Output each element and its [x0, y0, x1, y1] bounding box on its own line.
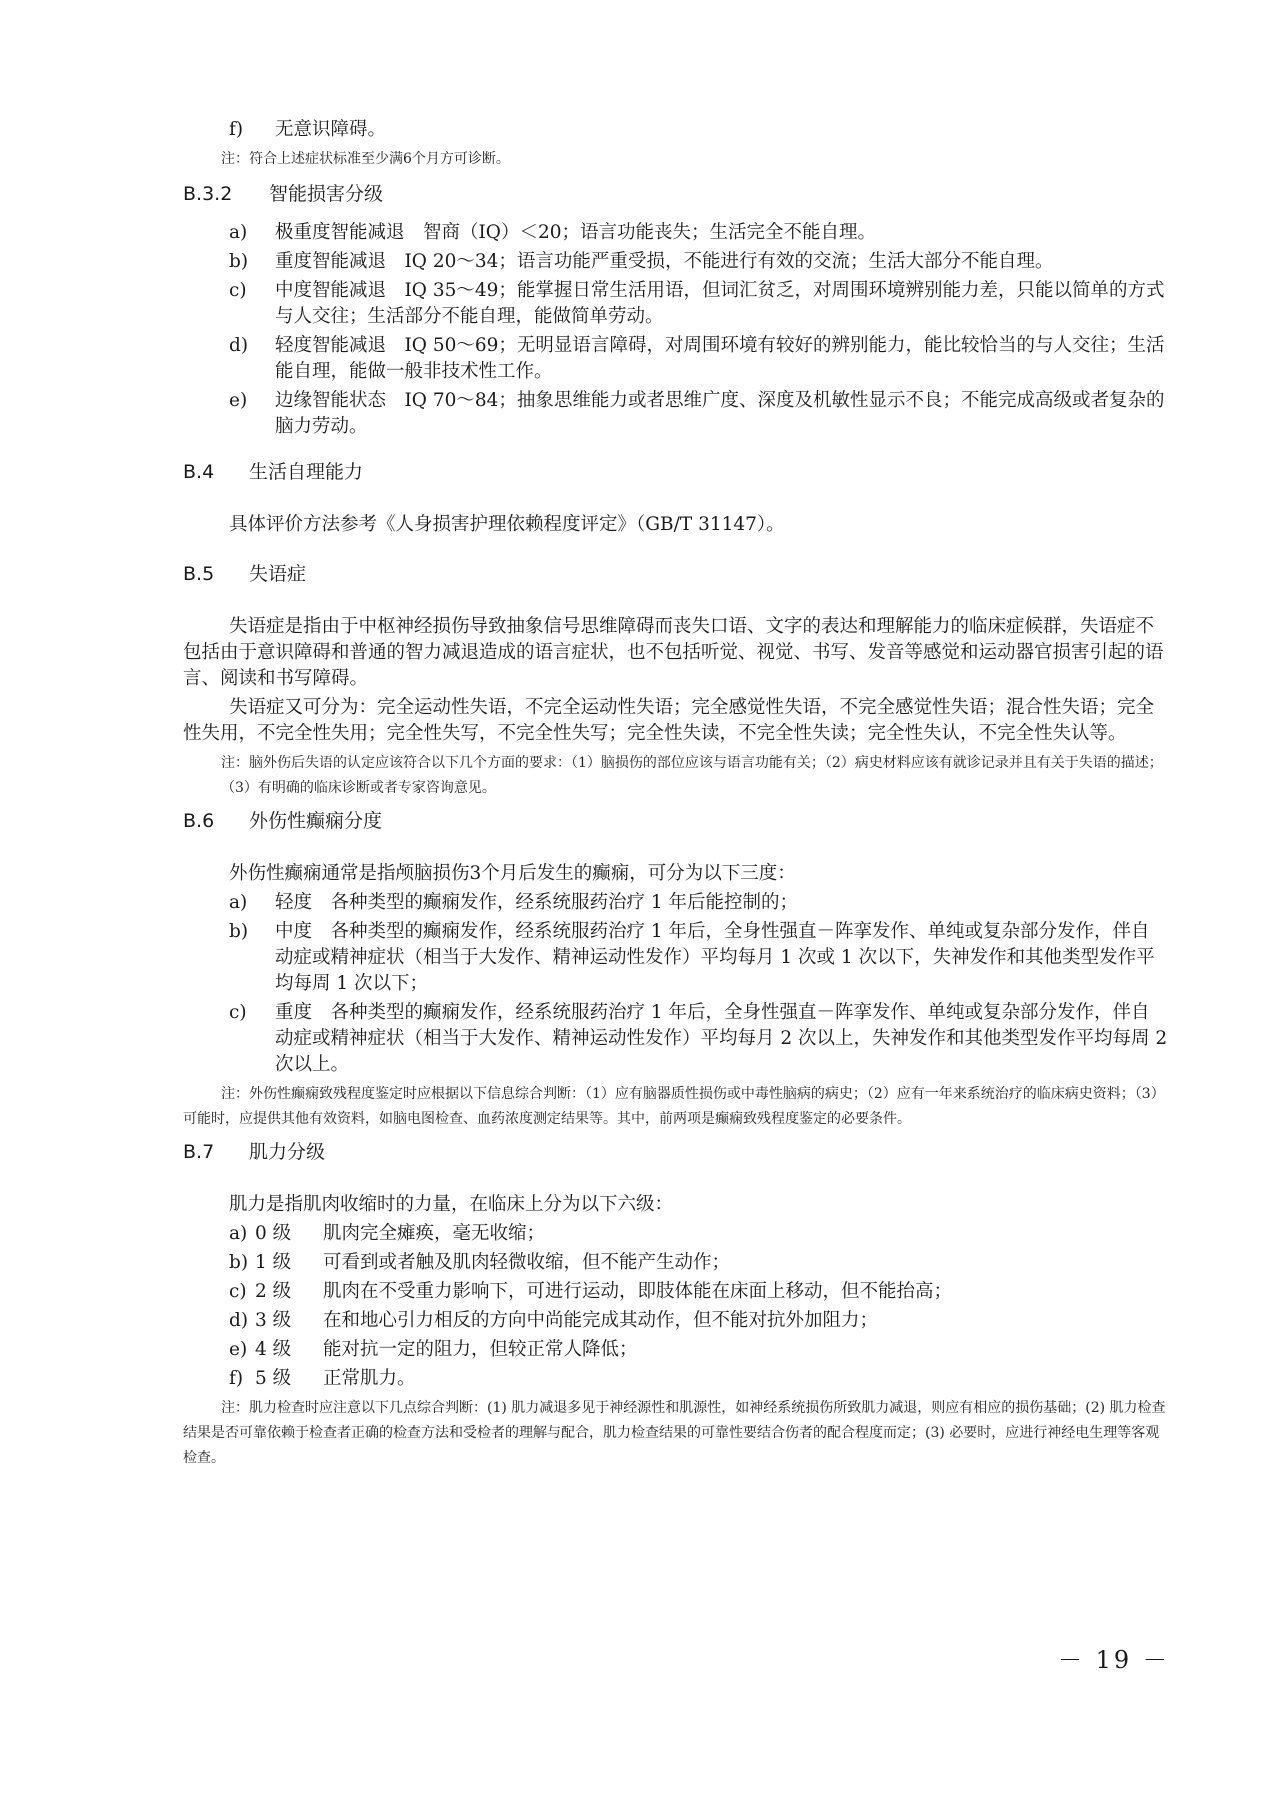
- list-item: [229, 1279, 1168, 1305]
- list-item: [229, 1337, 1168, 1363]
- list-item: [229, 1000, 1168, 1078]
- item-text: 轻度智能减退 IQ 50～69；无明显语言障碍，对周围环境有较好的辨别能力，能比较恰当的与人交往；生活能自理，能做一般非技术性工作。: [275, 335, 1165, 382]
- section-heading: [183, 180, 1168, 208]
- section-number: B.5: [183, 563, 215, 585]
- section-heading: [183, 1138, 1168, 1166]
- item-label: e): [229, 390, 248, 411]
- list-item: [229, 919, 1168, 997]
- list-item: [229, 890, 1168, 916]
- item-text: 边缘智能状态 IQ 70～84；抽象思维能力或者思维广度、深度及机敏性显示不良；不能完成高级或者复杂的脑力劳动。: [275, 390, 1165, 437]
- note: 注：脑外伤后失语的认定应该符合以下几个方面的要求：（1）脑损伤的部位应该与语言功能有关；（2）病史材料应该有就诊记录并且有关于失语的描述；（3）有明确的临床诊断或者专家咨询意见。: [221, 755, 1163, 796]
- paragraph: 失语症是指由于中枢神经损伤导致抽象信号思维障碍而丧失口语、文字的表达和理解能力的临床症候群，失语症不包括由于意识障碍和普通的智力减退造成的语言症状，也不包括听觉、视觉、书写、发音等感觉和运动器官损害引起的语言、阅读和书写障碍。: [183, 616, 1164, 689]
- item-label: c): [229, 1281, 247, 1302]
- item-label: b): [229, 1252, 249, 1273]
- grade-label: 0 级: [255, 1223, 292, 1244]
- item-text: 重度智能减退 IQ 20～34；语言功能严重受损，不能进行有效的交流；生活大部分不能自理。: [275, 251, 1054, 272]
- item-text: 正常肌力。: [323, 1368, 416, 1389]
- item-label: d): [229, 1310, 249, 1331]
- section-title: 失语症: [249, 563, 307, 585]
- section-heading: [183, 807, 1168, 835]
- list-item: [229, 1366, 1168, 1392]
- note: 注：符合上述症状标准至少满6个月方可诊断。: [221, 151, 510, 167]
- paragraph: 失语症又可分为：完全运动性失语，不完全运动性失语；完全感觉性失语，不完全感觉性失语；混合性失语；完全性失用，不完全性失用；完全性失写，不完全性失写；完全性失读，不完全性失读；完全性失认，不完全性失认等。: [183, 697, 1155, 744]
- item-label: c): [229, 280, 247, 301]
- item-text: 在和地心引力相反的方向中尚能完成其动作，但不能对抗外加阻力；: [323, 1310, 879, 1331]
- item-label: a): [229, 222, 248, 243]
- grade-label: 5 级: [255, 1368, 292, 1389]
- item-text: 肌肉完全瘫痪，毫无收缩；: [323, 1223, 546, 1244]
- list-item: [229, 117, 1168, 143]
- section-heading: [183, 560, 1168, 588]
- grade-label: 1 级: [255, 1252, 292, 1273]
- section-title: 肌力分级: [249, 1141, 326, 1163]
- item-label: c): [229, 1002, 247, 1023]
- item-label: f): [229, 119, 244, 140]
- section-heading: [183, 458, 1168, 486]
- list-item: [229, 1308, 1168, 1334]
- item-text: 肌肉在不受重力影响下，可进行运动，即肢体能在床面上移动，但不能抬高；: [323, 1281, 953, 1302]
- list-item: [229, 333, 1168, 385]
- page-number: － 19 －: [1058, 1646, 1170, 1674]
- item-text: 极重度智能减退 智商（IQ）＜20；语言功能丧失；生活完全不能自理。: [275, 222, 877, 243]
- section-title: 智能损害分级: [269, 183, 384, 205]
- item-text: 中度 各种类型的癫痫发作，经系统服药治疗 1 年后，全身性强直－阵挛发作、单纯或复杂部分发作，伴自动症或精神症状（相当于大发作、精神运动性发作）平均每月 1 次或 1 次以下，失神发作和其他类型发作平均每周 1 次以下；: [275, 921, 1155, 994]
- list-item: [229, 220, 1168, 246]
- item-label: f): [229, 1368, 244, 1389]
- note: 注：外伤性癫痫致残程度鉴定时应根据以下信息综合判断：（1）应有脑器质性损伤或中毒性脑病的病史；（2）应有一年来系统治疗的临床病史资料；（3）可能时，应提供其他有效资料，如脑电图检查、血药浓度测定结果等。其中，前两项是癫痫致残程度鉴定的必要条件。: [183, 1086, 1165, 1127]
- section-title: 生活自理能力: [249, 461, 364, 483]
- item-label: a): [229, 892, 248, 913]
- list-item: [229, 1250, 1168, 1276]
- item-text: 轻度 各种类型的癫痫发作，经系统服药治疗 1 年后能控制的；: [275, 892, 799, 913]
- item-label: b): [229, 251, 249, 272]
- section-number: B.4: [183, 461, 215, 483]
- list-item: [229, 278, 1168, 330]
- item-text: 可看到或者触及肌肉轻微收缩，但不能产生动作；: [323, 1252, 731, 1273]
- page-content: [183, 117, 1168, 1475]
- item-label: b): [229, 921, 249, 942]
- grade-label: 2 级: [255, 1281, 292, 1302]
- list-item: [229, 249, 1168, 275]
- section-title: 外伤性癫痫分度: [249, 810, 383, 832]
- grade-label: 3 级: [255, 1310, 292, 1331]
- item-label: e): [229, 1339, 248, 1360]
- section-number: B.7: [183, 1141, 215, 1163]
- note: 注：肌力检查时应注意以下几点综合判断：(1) 肌力减退多见于神经源性和肌源性，如神经系统损伤所致肌力减退，则应有相应的损伤基础；(2) 肌力检查结果是否可靠依赖于检查者正确的检查方法和受检者的理解与配合，肌力检查结果的可靠性要结合伤者的配合程度而定；(3) 必要时，应进行神经电生理等客观检查。: [183, 1400, 1166, 1466]
- item-text: 能对抗一定的阻力，但较正常人降低；: [323, 1339, 638, 1360]
- item-text: 无意识障碍。: [275, 119, 387, 140]
- section-number: B.3.2: [183, 183, 233, 205]
- paragraph: 外伤性癫痫通常是指颅脑损伤3个月后发生的癫痫，可分为以下三度：: [229, 863, 796, 884]
- item-label: a): [229, 1223, 248, 1244]
- list-item: [229, 1221, 1168, 1247]
- item-text: 重度 各种类型的癫痫发作，经系统服药治疗 1 年后，全身性强直－阵挛发作、单纯或复杂部分发作，伴自动症或精神症状（相当于大发作、精神运动性发作）平均每月 2 次以上，失神发作和其他类型发作平均每周 2 次以上。: [275, 1002, 1168, 1075]
- list-item: [229, 388, 1168, 440]
- paragraph: 具体评价方法参考《人身损害护理依赖程度评定》（GB/T 31147）。: [229, 514, 785, 535]
- section-number: B.6: [183, 810, 215, 832]
- item-text: 中度智能减退 IQ 35～49；能掌握日常生活用语，但词汇贫乏，对周围环境辨别能力差，只能以简单的方式与人交往；生活部分不能自理，能做简单劳动。: [275, 280, 1165, 327]
- paragraph: 肌力是指肌肉收缩时的力量，在临床上分为以下六级：: [229, 1194, 674, 1215]
- item-label: d): [229, 335, 249, 356]
- grade-label: 4 级: [255, 1339, 292, 1360]
